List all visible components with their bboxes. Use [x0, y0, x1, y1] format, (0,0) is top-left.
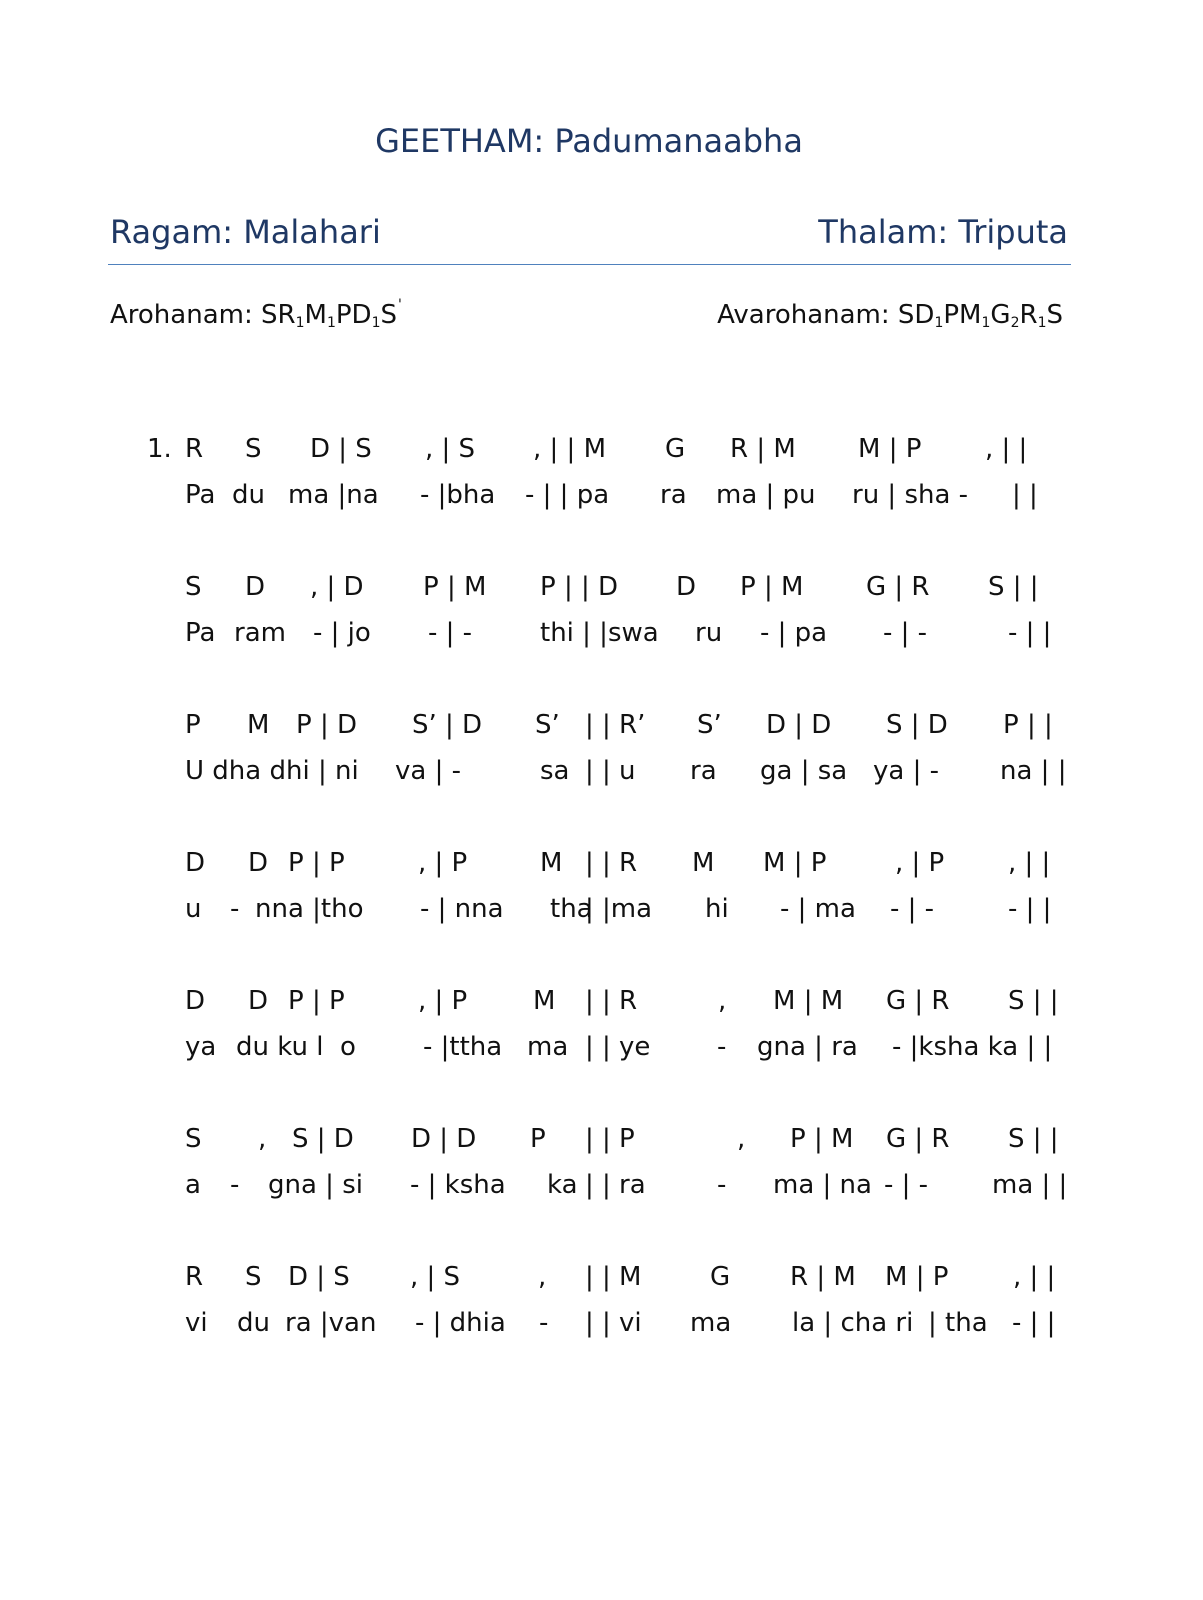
sahitya-token: a: [185, 1170, 201, 1200]
sahitya-line: [0, 1032, 1203, 1062]
swara-token: ,: [258, 1124, 267, 1154]
sahitya-token: ya: [185, 1032, 217, 1062]
sahitya-token: ka: [547, 1170, 578, 1200]
swara-token: P | M: [423, 572, 487, 602]
sahitya-token: ru: [695, 618, 723, 648]
sahitya-token: -: [230, 894, 240, 924]
avarohanam-part: S: [1046, 300, 1063, 330]
sahitya-token: thi | |swa: [540, 618, 659, 648]
swara-token: M | P: [858, 434, 922, 464]
swara-token: ,: [718, 986, 727, 1016]
sahitya-token: - | jo: [313, 618, 371, 648]
sahitya-token: | |: [1012, 480, 1038, 510]
thalam-heading: Thalam: Triputa: [818, 213, 1068, 251]
swara-token: S | D: [886, 710, 948, 740]
sahitya-token: | |ma: [585, 894, 653, 924]
sahitya-line: [0, 894, 1203, 924]
swara-token: , | D: [310, 572, 364, 602]
swara-token: R: [185, 1262, 204, 1292]
swara-token: S: [185, 572, 202, 602]
sahitya-token: - | |: [1008, 894, 1052, 924]
swara-token: R: [185, 434, 204, 464]
swara-token: , | |: [985, 434, 1028, 464]
sahitya-token: - | pa: [760, 618, 828, 648]
arohanam-part: M: [304, 300, 327, 330]
arohanam-subscript: 1: [326, 315, 336, 331]
avarohanam-subscript: 1: [934, 315, 944, 331]
sahitya-token: - |bha: [420, 480, 496, 510]
swara-token: P | | D: [540, 572, 619, 602]
arohanam-label: Arohanam:: [110, 300, 261, 330]
sahitya-token: Pa: [185, 480, 216, 510]
swara-token: M: [692, 848, 715, 878]
swara-token: M: [247, 710, 270, 740]
sahitya-token: | | vi: [585, 1308, 642, 1338]
sahitya-token: ram: [234, 618, 286, 648]
sahitya-token: sa: [540, 756, 570, 786]
swara-token: , | P: [418, 986, 468, 1016]
swara-token: G | R: [886, 1124, 950, 1154]
swara-token: S’: [535, 710, 560, 740]
swara-line: [0, 434, 1203, 464]
avarohanam-subscript: 2: [1010, 315, 1020, 331]
swara-token: P | M: [740, 572, 804, 602]
swara-token: ,: [737, 1124, 746, 1154]
sahitya-token: - | |: [1008, 618, 1052, 648]
sahitya-token: - | -: [883, 618, 928, 648]
swara-token: S’: [697, 710, 722, 740]
swara-token: D: [676, 572, 697, 602]
section-number: 1.: [147, 434, 172, 464]
swara-token: S | |: [1008, 986, 1059, 1016]
swara-token: S | |: [988, 572, 1039, 602]
sahitya-token: | | u: [585, 756, 636, 786]
avarohanam-part: PM: [943, 300, 982, 330]
sahitya-line: [0, 618, 1203, 648]
sahitya-token: gna | ra: [757, 1032, 858, 1062]
swara-token: D: [248, 848, 269, 878]
arohanam-subscript: 1: [371, 315, 381, 331]
sahitya-token: ma |na: [288, 480, 379, 510]
swara-line: [0, 986, 1203, 1016]
swara-token: P | D: [296, 710, 357, 740]
swara-line: [0, 1262, 1203, 1292]
swara-token: , | | M: [533, 434, 607, 464]
page-title: GEETHAM: Padumanaabha: [375, 122, 803, 160]
sahitya-token: - | | pa: [525, 480, 610, 510]
sahitya-line: [0, 1308, 1203, 1338]
avarohanam-part: SD: [897, 300, 935, 330]
swara-token: | | R’: [585, 710, 646, 740]
swara-token: P | |: [1003, 710, 1053, 740]
swara-token: P | P: [288, 986, 345, 1016]
sahitya-token: na | |: [1000, 756, 1067, 786]
swara-token: G: [665, 434, 686, 464]
swara-token: P: [185, 710, 201, 740]
swara-token: S’ | D: [412, 710, 483, 740]
sahitya-token: - |ksha ka | |: [892, 1032, 1053, 1062]
sahitya-token: | | ra: [585, 1170, 646, 1200]
swara-token: D | D: [411, 1124, 477, 1154]
ragam-heading: Ragam: Malahari: [110, 213, 381, 251]
sahitya-token: la | cha ri: [792, 1308, 914, 1338]
avarohanam: [717, 300, 1063, 331]
arohanam-part: S: [380, 300, 397, 330]
swara-token: , | S: [410, 1262, 461, 1292]
sahitya-token: -: [717, 1170, 727, 1200]
sahitya-token: du ku l: [236, 1032, 324, 1062]
header-rule: [108, 264, 1071, 265]
swara-token: M: [533, 986, 556, 1016]
sahitya-token: tha: [550, 894, 593, 924]
swara-token: D: [185, 986, 206, 1016]
sahitya-token: ma | pu: [716, 480, 816, 510]
sahitya-token: ma: [527, 1032, 569, 1062]
sahitya-token: va | -: [395, 756, 461, 786]
swara-token: P: [530, 1124, 546, 1154]
sahitya-token: u: [185, 894, 202, 924]
swara-token: | | R: [585, 848, 638, 878]
avarohanam-part: R: [1019, 300, 1038, 330]
avarohanam-part: G: [990, 300, 1011, 330]
sahitya-token: ra: [660, 480, 687, 510]
sahitya-token: du: [232, 480, 265, 510]
swara-token: P | M: [790, 1124, 854, 1154]
swara-token: S: [245, 434, 262, 464]
swara-token: , | P: [895, 848, 945, 878]
sahitya-token: hi: [705, 894, 729, 924]
swara-line: [0, 848, 1203, 878]
sahitya-token: | tha: [928, 1308, 988, 1338]
sahitya-token: -: [717, 1032, 727, 1062]
sahitya-token: - | |: [1012, 1308, 1056, 1338]
swara-token: , | P: [418, 848, 468, 878]
arohanam-part: SR: [261, 300, 296, 330]
sahitya-token: ya | -: [873, 756, 939, 786]
sahitya-token: ru | sha -: [852, 480, 969, 510]
swara-token: G | R: [886, 986, 950, 1016]
swara-token: D | S: [310, 434, 372, 464]
sahitya-token: - | nna: [420, 894, 504, 924]
sahitya-token: nna |tho: [255, 894, 364, 924]
swara-token: G | R: [866, 572, 930, 602]
swara-token: S | D: [292, 1124, 354, 1154]
sahitya-token: - | -: [884, 1170, 929, 1200]
sahitya-token: U dha dhi | ni: [185, 756, 359, 786]
avarohanam-subscript: 1: [1037, 315, 1047, 331]
sahitya-token: - |ttha: [423, 1032, 503, 1062]
sahitya-token: ga | sa: [760, 756, 848, 786]
swara-line: [0, 1124, 1203, 1154]
sahitya-line: [0, 480, 1203, 510]
sahitya-token: -: [230, 1170, 240, 1200]
swara-token: , | |: [1008, 848, 1051, 878]
swara-token: M | M: [773, 986, 844, 1016]
arohanam-part: PD: [335, 300, 372, 330]
swara-token: R | M: [790, 1262, 856, 1292]
swara-token: | | R: [585, 986, 638, 1016]
sahitya-token: | | ye: [585, 1032, 651, 1062]
swara-token: D: [245, 572, 266, 602]
sahitya-token: vi: [185, 1308, 208, 1338]
swara-token: G: [710, 1262, 731, 1292]
arohanam: [110, 297, 402, 331]
swara-token: R | M: [730, 434, 796, 464]
sahitya-token: - | dhia: [415, 1308, 506, 1338]
swara-token: D: [185, 848, 206, 878]
swara-token: , | S: [425, 434, 476, 464]
sahitya-token: o: [340, 1032, 356, 1062]
avarohanam-subscript: 1: [981, 315, 991, 331]
swara-token: P | P: [288, 848, 345, 878]
sahitya-token: Pa: [185, 618, 216, 648]
swara-token: | | M: [585, 1262, 642, 1292]
sahitya-token: - | ksha: [410, 1170, 506, 1200]
swara-token: D | D: [766, 710, 832, 740]
arohanam-subscript: 1: [295, 315, 305, 331]
swara-token: | | P: [585, 1124, 635, 1154]
swara-token: D: [248, 986, 269, 1016]
sahitya-line: [0, 756, 1203, 786]
swara-token: ,: [538, 1262, 547, 1292]
swara-token: D | S: [288, 1262, 350, 1292]
sahitya-token: ra |van: [285, 1308, 377, 1338]
sahitya-token: - | ma: [780, 894, 856, 924]
swara-token: M: [540, 848, 563, 878]
swara-line: [0, 710, 1203, 740]
sahitya-token: du: [237, 1308, 270, 1338]
sahitya-token: - | -: [428, 618, 473, 648]
sahitya-token: ma: [690, 1308, 732, 1338]
sahitya-token: - | -: [890, 894, 935, 924]
swara-token: S: [245, 1262, 262, 1292]
avarohanam-label: Avarohanam:: [717, 300, 898, 330]
sahitya-token: ma | |: [992, 1170, 1068, 1200]
swara-token: , | |: [1013, 1262, 1056, 1292]
swara-token: S | |: [1008, 1124, 1059, 1154]
swara-line: [0, 572, 1203, 602]
sahitya-token: gna | si: [268, 1170, 363, 1200]
swara-token: S: [185, 1124, 202, 1154]
swara-token: M | P: [885, 1262, 949, 1292]
sahitya-line: [0, 1170, 1203, 1200]
sahitya-token: ra: [690, 756, 717, 786]
sahitya-token: -: [539, 1308, 549, 1338]
arohanam-tara-mark: ': [398, 297, 402, 313]
swara-token: M | P: [763, 848, 827, 878]
sahitya-token: ma | na: [773, 1170, 872, 1200]
